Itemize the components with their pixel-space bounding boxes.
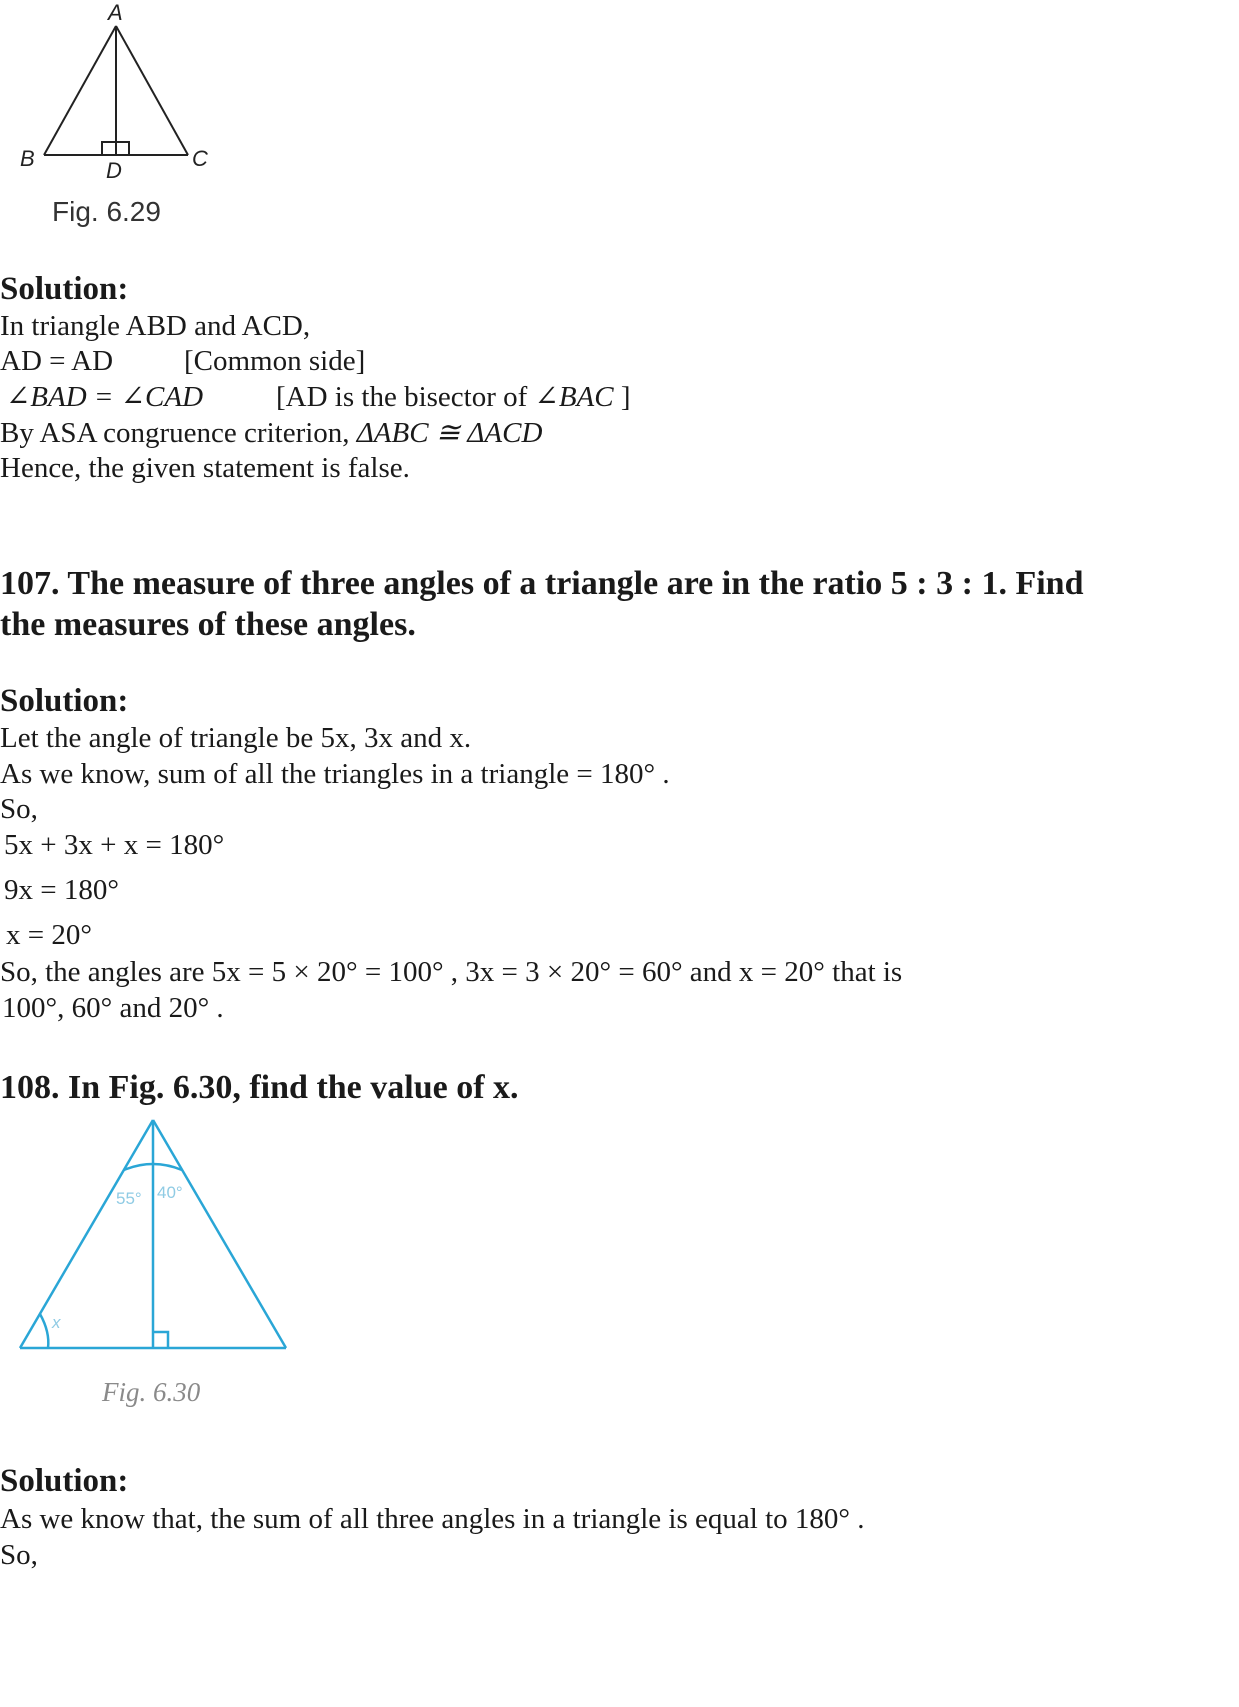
solution-reason xyxy=(276,380,631,414)
fig629-label-a: A xyxy=(108,0,123,25)
solution-heading: Solution: xyxy=(0,683,129,719)
criterion-text: By ASA congruence criterion, xyxy=(0,417,350,449)
solution-equation: ∠BAD = ∠CAD xyxy=(6,381,204,413)
fig629-side-ac xyxy=(116,26,188,155)
fig629-caption: Fig. 6.29 xyxy=(52,196,161,227)
fig629-label-b: B xyxy=(20,146,35,171)
solution-line: So, the angles are 5x = 5 × 20° = 100° , 3x = 3 × 20° = 60° and x = 20° that is xyxy=(0,956,903,988)
solution-reason: [Common side] xyxy=(184,345,366,377)
solution-heading: Solution: xyxy=(0,1463,129,1499)
reason-math: ∠BAC xyxy=(534,381,614,413)
solution-equation: 5x + 3x + x = 180° xyxy=(4,829,225,861)
fig630-angle-x: x xyxy=(52,1313,61,1332)
solution-line: As we know that, the sum of all three angles in a triangle is equal to 180° . xyxy=(0,1503,865,1535)
fig630-right-angle-mark xyxy=(153,1332,168,1348)
figure-6-30 xyxy=(0,1110,320,1370)
reason-close: ] xyxy=(620,381,631,413)
fig629-label-d: D xyxy=(106,158,122,183)
fig630-side-right xyxy=(153,1120,286,1348)
question-107-line: the measures of these angles. xyxy=(0,606,416,643)
solution-line: So, xyxy=(0,793,38,825)
fig629-side-ab xyxy=(44,26,116,155)
fig630-angle-right: 40° xyxy=(157,1183,183,1202)
solution-line xyxy=(0,416,542,450)
fig630-angle-left: 55° xyxy=(116,1189,142,1208)
solution-line: AD = AD xyxy=(0,345,114,377)
fig630-base-angle-arc xyxy=(40,1314,48,1348)
solution-equation: 9x = 180° xyxy=(4,874,119,906)
fig629-label-c: C xyxy=(192,146,208,171)
fig629-right-angle-mark xyxy=(102,142,116,155)
reason-text: [AD is the bisector of xyxy=(276,381,528,413)
fig630-caption: Fig. 6.30 xyxy=(102,1377,201,1407)
fig630-side-left xyxy=(20,1120,153,1348)
solution-line: 100°, 60° and 20° . xyxy=(2,992,224,1024)
question-107-line: 107. The measure of three angles of a triangle are in the ratio 5 : 3 : 1. Find xyxy=(0,565,1084,602)
solution-equation: x = 20° xyxy=(6,919,92,951)
solution-heading: Solution: xyxy=(0,271,129,307)
question-108-line: 108. In Fig. 6.30, find the value of x. xyxy=(0,1069,519,1106)
solution-line: As we know, sum of all the triangles in a triangle = 180° . xyxy=(0,758,670,790)
congruence-math: ΔABC ≅ ΔACD xyxy=(356,417,543,449)
solution-line: Hence, the given statement is false. xyxy=(0,452,410,484)
solution-line: Let the angle of triangle be 5x, 3x and x. xyxy=(0,722,472,754)
solution-line: So, xyxy=(0,1539,38,1571)
solution-line: In triangle ABD and ACD, xyxy=(0,310,311,342)
fig629-right-angle-mark-2 xyxy=(116,142,129,155)
